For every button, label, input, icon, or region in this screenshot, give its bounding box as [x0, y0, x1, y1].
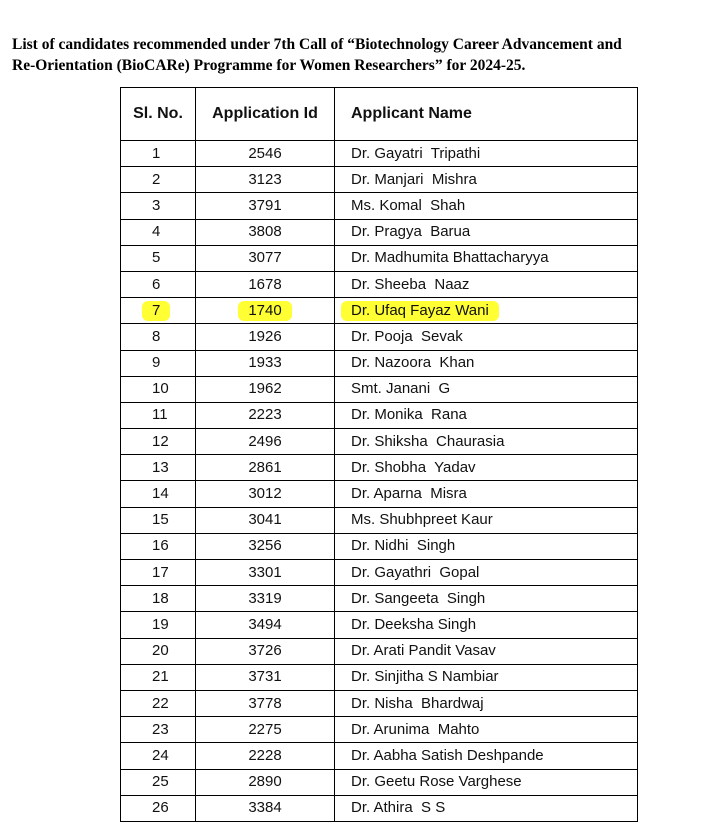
table-row — [121, 324, 638, 350]
cell-sl-no — [121, 638, 196, 664]
table-row — [121, 743, 638, 769]
cell-applicant-name-text: Dr. Shiksha Chaurasia — [351, 432, 505, 450]
cell-sl-no-text: 24 — [152, 746, 169, 764]
cell-application-id — [196, 481, 335, 507]
cell-sl-no — [121, 167, 196, 193]
cell-applicant-name-text: Dr. Arunima Mahto — [351, 720, 480, 738]
cell-application-id-text: 3041 — [248, 511, 282, 529]
cell-application-id — [196, 533, 335, 559]
table-row — [121, 141, 638, 167]
cell-applicant-name — [335, 219, 638, 245]
cell-application-id-text: 3012 — [248, 485, 282, 503]
cell-applicant-name-text: Dr. Aparna Misra — [351, 485, 467, 503]
cell-sl-no — [121, 717, 196, 743]
table-row — [121, 690, 638, 716]
cell-application-id — [196, 298, 335, 324]
cell-sl-no — [121, 769, 196, 795]
header-row — [121, 88, 638, 141]
cell-sl-no — [121, 245, 196, 271]
table-row — [121, 376, 638, 402]
cell-sl-no — [121, 664, 196, 690]
table-row — [121, 612, 638, 638]
cell-application-id-text: 2496 — [248, 432, 282, 450]
cell-application-id-text: 1678 — [248, 275, 282, 293]
cell-applicant-name — [335, 402, 638, 428]
cell-applicant-name-text: Dr. Madhumita Bhattacharyya — [351, 249, 549, 267]
cell-applicant-name-text: Dr. Pooja Sevak — [351, 327, 463, 345]
cell-applicant-name — [335, 586, 638, 612]
cell-application-id-text: 3778 — [248, 694, 282, 712]
cell-sl-no — [121, 324, 196, 350]
table-row — [121, 481, 638, 507]
cell-application-id — [196, 141, 335, 167]
cell-sl-no — [121, 612, 196, 638]
cell-sl-no — [121, 743, 196, 769]
header-application-id: Application Id — [196, 88, 335, 141]
cell-application-id — [196, 638, 335, 664]
cell-application-id-text: 1933 — [248, 354, 282, 372]
table-row — [121, 429, 638, 455]
title-line-1: List of candidates recommended under 7th Call of “Biotechnology Career Advancement and — [12, 36, 622, 53]
cell-sl-no-text: 18 — [152, 589, 169, 607]
cell-sl-no — [121, 193, 196, 219]
cell-application-id — [196, 769, 335, 795]
cell-application-id — [196, 376, 335, 402]
cell-applicant-name — [335, 429, 638, 455]
cell-applicant-name-text: Smt. Janani G — [351, 380, 451, 398]
cell-applicant-name-text: Dr. Nisha Bhardwaj — [351, 694, 484, 712]
cell-applicant-name — [335, 795, 638, 821]
cell-application-id-text: 3077 — [248, 249, 282, 267]
cell-applicant-name — [335, 167, 638, 193]
cell-application-id — [196, 245, 335, 271]
cell-sl-no — [121, 219, 196, 245]
table-row — [121, 298, 638, 324]
cell-sl-no-text: 8 — [152, 327, 161, 345]
cell-application-id — [196, 717, 335, 743]
cell-applicant-name — [335, 612, 638, 638]
cell-applicant-name — [335, 481, 638, 507]
cell-applicant-name-text: Dr. Nidhi Singh — [351, 537, 456, 555]
cell-applicant-name — [335, 638, 638, 664]
cell-application-id-text: 2275 — [248, 720, 282, 738]
cell-applicant-name-text: Dr. Arati Pandit Vasav — [351, 642, 496, 660]
cell-applicant-name-text: Dr. Monika Rana — [351, 406, 467, 424]
cell-sl-no — [121, 298, 196, 324]
cell-applicant-name — [335, 769, 638, 795]
cell-applicant-name — [335, 455, 638, 481]
cell-applicant-name-text: Dr. Aabha Satish Deshpande — [351, 746, 544, 764]
cell-application-id-text: 3731 — [248, 668, 282, 686]
cell-applicant-name — [335, 271, 638, 297]
cell-applicant-name-text: Dr. Shobha Yadav — [351, 458, 476, 476]
header-sl-no: Sl. No. — [121, 88, 196, 141]
cell-sl-no — [121, 481, 196, 507]
cell-sl-no-text: 9 — [152, 354, 161, 372]
cell-application-id-text: 2223 — [248, 406, 282, 424]
cell-application-id-text: 2228 — [248, 746, 282, 764]
cell-application-id-text: 2861 — [248, 458, 282, 476]
cell-sl-no-text: 4 — [152, 223, 161, 241]
cell-application-id-text: 1740 — [238, 301, 291, 321]
cell-applicant-name — [335, 376, 638, 402]
cell-applicant-name — [335, 743, 638, 769]
table-row — [121, 193, 638, 219]
cell-applicant-name-text: Dr. Sheeba Naaz — [351, 275, 470, 293]
cell-sl-no-text: 14 — [152, 485, 169, 503]
cell-sl-no-text: 3 — [152, 196, 161, 214]
cell-sl-no-text: 13 — [152, 458, 169, 476]
cell-application-id-text: 3319 — [248, 589, 282, 607]
cell-applicant-name-text: Dr. Gayatri Tripathi — [351, 144, 481, 162]
cell-application-id-text: 3726 — [248, 642, 282, 660]
cell-application-id — [196, 560, 335, 586]
cell-sl-no — [121, 455, 196, 481]
cell-sl-no — [121, 376, 196, 402]
cell-applicant-name-text: Dr. Athira S S — [351, 799, 446, 817]
cell-application-id-text: 3494 — [248, 615, 282, 633]
table-row — [121, 219, 638, 245]
cell-application-id — [196, 271, 335, 297]
table-row — [121, 402, 638, 428]
cell-application-id-text: 3791 — [248, 196, 282, 214]
cell-sl-no — [121, 507, 196, 533]
table-row — [121, 533, 638, 559]
cell-applicant-name-text: Dr. Deeksha Singh — [351, 615, 477, 633]
table-row — [121, 638, 638, 664]
cell-application-id-text: 1926 — [248, 327, 282, 345]
table-row — [121, 795, 638, 821]
cell-applicant-name — [335, 193, 638, 219]
cell-application-id-text: 3808 — [248, 223, 282, 241]
table-row — [121, 664, 638, 690]
cell-sl-no — [121, 271, 196, 297]
cell-sl-no — [121, 795, 196, 821]
cell-sl-no-text: 7 — [142, 301, 170, 321]
cell-application-id — [196, 324, 335, 350]
cell-application-id-text: 2890 — [248, 773, 282, 791]
cell-application-id — [196, 167, 335, 193]
cell-applicant-name — [335, 533, 638, 559]
cell-applicant-name — [335, 350, 638, 376]
cell-applicant-name-text: Dr. Ufaq Fayaz Wani — [341, 301, 499, 321]
cell-applicant-name — [335, 717, 638, 743]
cell-sl-no — [121, 533, 196, 559]
cell-applicant-name-text: Dr. Gayathri Gopal — [351, 563, 480, 581]
cell-application-id-text: 3123 — [248, 170, 282, 188]
cell-application-id — [196, 690, 335, 716]
table-body — [121, 141, 638, 822]
table-row — [121, 560, 638, 586]
cell-application-id — [196, 455, 335, 481]
table-row — [121, 717, 638, 743]
cell-applicant-name-text: Dr. Sangeeta Singh — [351, 589, 486, 607]
cell-application-id-text: 3301 — [248, 563, 282, 581]
table-row — [121, 271, 638, 297]
cell-sl-no-text: 11 — [152, 406, 168, 424]
cell-application-id — [196, 795, 335, 821]
cell-application-id — [196, 743, 335, 769]
title-line-2: Re-Orientation (BioCARe) Programme for Women Researchers” for 2024-25. — [12, 57, 526, 74]
cell-sl-no-text: 17 — [152, 563, 169, 581]
cell-application-id — [196, 429, 335, 455]
cell-sl-no — [121, 141, 196, 167]
cell-application-id-text: 1962 — [248, 380, 282, 398]
cell-applicant-name — [335, 245, 638, 271]
cell-applicant-name — [335, 560, 638, 586]
cell-sl-no — [121, 402, 196, 428]
cell-sl-no — [121, 429, 196, 455]
cell-applicant-name — [335, 507, 638, 533]
table-row — [121, 507, 638, 533]
cell-applicant-name-text: Dr. Geetu Rose Varghese — [351, 773, 522, 791]
table-row — [121, 769, 638, 795]
table-row — [121, 167, 638, 193]
header-applicant-name: Applicant Name — [335, 88, 638, 141]
cell-sl-no-text: 6 — [152, 275, 161, 293]
cell-application-id — [196, 586, 335, 612]
cell-sl-no-text: 22 — [152, 694, 169, 712]
cell-application-id — [196, 219, 335, 245]
document-title — [12, 34, 726, 76]
table-header — [121, 88, 638, 141]
cell-applicant-name — [335, 141, 638, 167]
cell-sl-no-text: 20 — [152, 642, 169, 660]
cell-applicant-name-text: Dr. Sinjitha S Nambiar — [351, 668, 499, 686]
cell-application-id — [196, 612, 335, 638]
cell-applicant-name — [335, 324, 638, 350]
cell-application-id-text: 3256 — [248, 537, 282, 555]
cell-sl-no-text: 1 — [152, 144, 161, 162]
candidates-table — [120, 87, 638, 822]
cell-application-id — [196, 402, 335, 428]
cell-applicant-name-text: Ms. Komal Shah — [351, 196, 466, 214]
cell-application-id-text: 2546 — [248, 144, 282, 162]
cell-sl-no-text: 23 — [152, 720, 169, 738]
cell-applicant-name-text: Dr. Manjari Mishra — [351, 170, 477, 188]
cell-sl-no-text: 21 — [152, 668, 169, 686]
cell-sl-no-text: 26 — [152, 799, 169, 817]
cell-sl-no-text: 15 — [152, 511, 169, 529]
cell-application-id — [196, 193, 335, 219]
table-row — [121, 586, 638, 612]
cell-applicant-name — [335, 664, 638, 690]
cell-applicant-name-text: Dr. Pragya Barua — [351, 223, 471, 241]
table-row — [121, 245, 638, 271]
cell-applicant-name — [335, 690, 638, 716]
cell-applicant-name — [335, 298, 638, 324]
cell-applicant-name-text: Dr. Nazoora Khan — [351, 354, 475, 372]
table-row — [121, 350, 638, 376]
cell-sl-no-text: 5 — [152, 249, 161, 267]
cell-sl-no-text: 2 — [152, 170, 161, 188]
cell-sl-no — [121, 560, 196, 586]
cell-sl-no — [121, 350, 196, 376]
cell-application-id-text: 3384 — [248, 799, 282, 817]
cell-application-id — [196, 507, 335, 533]
cell-sl-no — [121, 586, 196, 612]
cell-application-id — [196, 664, 335, 690]
cell-sl-no — [121, 690, 196, 716]
table-row — [121, 455, 638, 481]
cell-sl-no-text: 12 — [152, 432, 169, 450]
cell-sl-no-text: 10 — [152, 380, 169, 398]
cell-application-id — [196, 350, 335, 376]
cell-sl-no-text: 19 — [152, 615, 169, 633]
cell-sl-no-text: 25 — [152, 773, 169, 791]
cell-applicant-name-text: Ms. Shubhpreet Kaur — [351, 511, 493, 529]
cell-sl-no-text: 16 — [152, 537, 169, 555]
